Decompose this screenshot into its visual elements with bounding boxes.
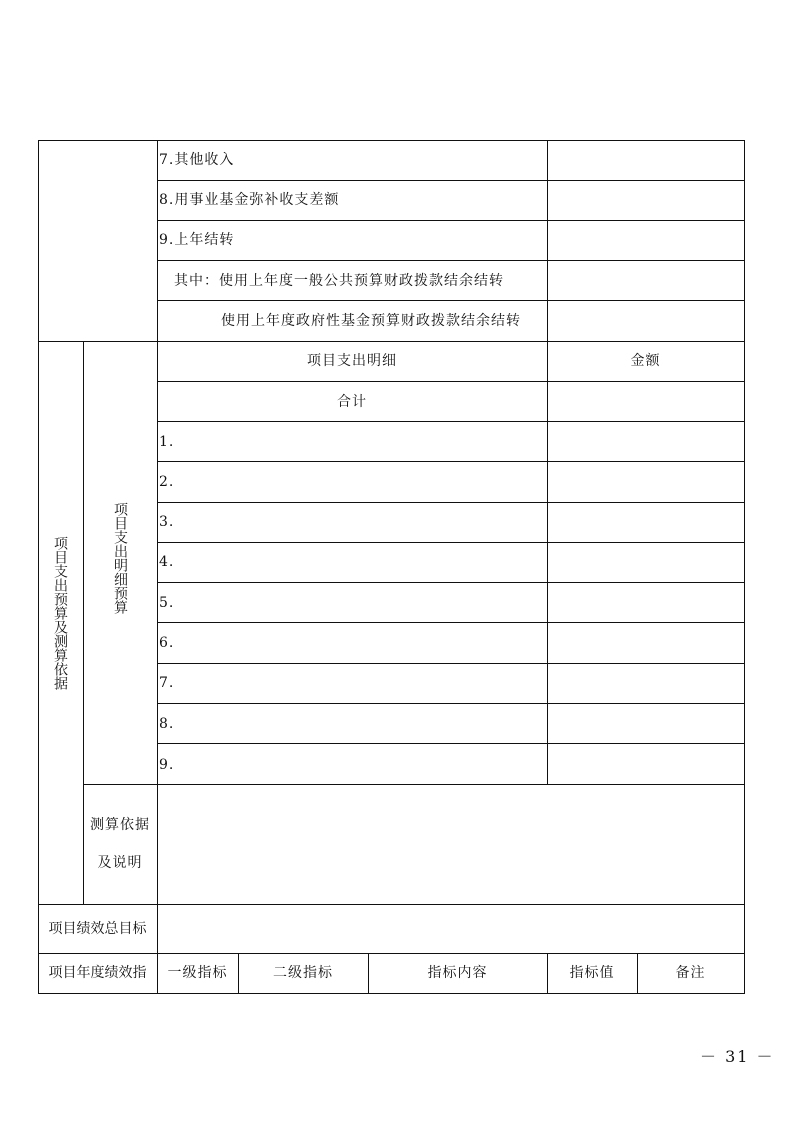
- section-divider: [38, 904, 745, 905]
- detail-item: 4.: [159, 554, 175, 570]
- row-divider: [157, 381, 745, 382]
- page-number: － 31 －: [700, 1047, 775, 1066]
- amount-column-header: 金额: [630, 353, 661, 369]
- detail-item: 5.: [159, 595, 175, 611]
- table-top-border: [38, 140, 745, 141]
- general-budget-carryover-label: 其中：使用上年度一般公共预算财政拨款结余结转: [174, 273, 504, 289]
- row-divider: [157, 220, 745, 221]
- row-divider: [157, 542, 745, 543]
- performance-goal-label: 项目绩效总目标: [48, 921, 147, 937]
- detail-item: 7.: [159, 675, 175, 691]
- row-divider: [157, 421, 745, 422]
- row-divider: [157, 622, 745, 623]
- detail-item: 6.: [159, 635, 175, 651]
- row-divider: [157, 703, 745, 704]
- table-left-border: [38, 140, 39, 994]
- row-divider: [157, 582, 745, 583]
- row-divider: [157, 300, 745, 301]
- row-divider: [157, 260, 745, 261]
- calculation-basis-label-2: 及说明: [97, 855, 143, 871]
- indicator-value-header: 指标值: [569, 965, 615, 981]
- detail-budget-inner-label: 项目支出明细预算: [112, 502, 128, 614]
- row-divider: [157, 180, 745, 181]
- column-divider: [157, 140, 158, 994]
- detail-item: 1.: [159, 434, 175, 450]
- fund-compensation-label: 8.用事业基金弥补收支差额: [159, 192, 340, 208]
- total-label: 合计: [337, 394, 367, 410]
- level2-indicator-header: 二级指标: [273, 965, 333, 981]
- level1-indicator-header: 一级指标: [167, 965, 228, 981]
- remarks-header: 备注: [675, 965, 706, 981]
- table-right-border: [744, 140, 745, 994]
- other-income-label: 7.其他收入: [159, 152, 235, 168]
- row-divider: [157, 743, 745, 744]
- detail-item: 9.: [159, 757, 175, 773]
- calculation-basis-label: 测算依据: [90, 817, 150, 833]
- column-divider: [547, 140, 548, 784]
- annual-performance-label: 项目年度绩效指: [48, 965, 147, 981]
- detail-item: 3.: [159, 514, 175, 530]
- detail-item: 2.: [159, 474, 175, 490]
- row-divider: [157, 502, 745, 503]
- row-divider: [83, 784, 745, 785]
- section-divider: [38, 341, 745, 342]
- detail-item: 8.: [159, 716, 175, 732]
- prior-year-carryover-label: 9.上年结转: [159, 232, 235, 248]
- row-divider: [157, 663, 745, 664]
- budget-basis-outer-label: 项目支出预算及测算依据: [52, 536, 68, 690]
- fund-budget-carryover-label: 使用上年度政府性基金预算财政拨款结余结转: [221, 313, 521, 329]
- detail-column-header: 项目支出明细: [307, 353, 397, 369]
- section-divider: [38, 953, 745, 954]
- table-bottom-border: [38, 993, 745, 994]
- row-divider: [157, 461, 745, 462]
- indicator-content-header: 指标内容: [427, 965, 488, 981]
